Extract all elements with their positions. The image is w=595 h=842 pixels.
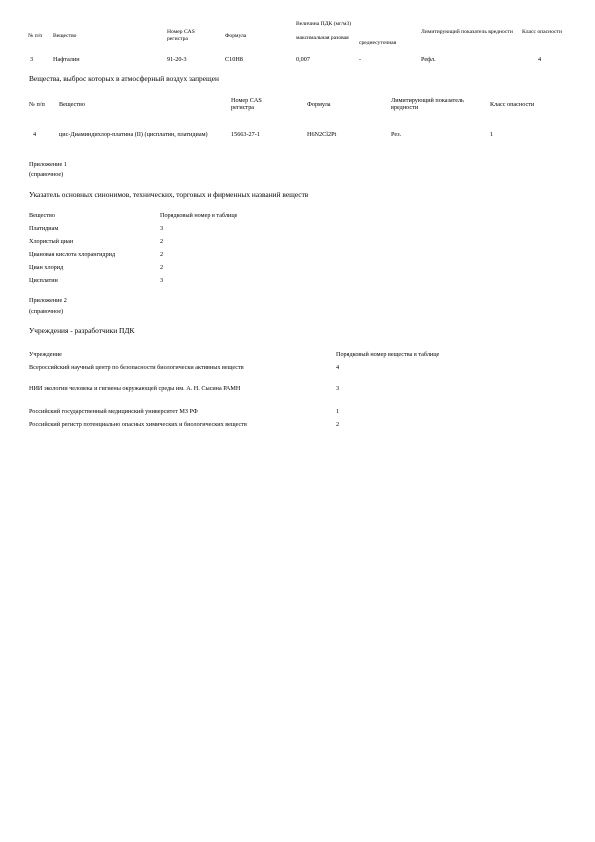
table-2-col-limiting: Лимитирующий показатель вредности xyxy=(391,97,464,112)
row-num: 3 xyxy=(30,56,34,63)
synonym-number: 2 xyxy=(160,238,164,245)
institution-name: НИИ экологии человека и гигиены окружающей среды им. А. Н. Сысина РАМН xyxy=(29,385,241,392)
appendix-title: Приложение 2 xyxy=(29,297,67,304)
table-2-col-num: № п/п xyxy=(29,101,45,108)
table-1-col-hazard: Класс опасности xyxy=(522,29,562,35)
section-heading: Вещества, выброс которых в атмосферный воздух запрещен xyxy=(29,74,219,83)
synonym-name: Хлористый циан xyxy=(29,238,74,245)
synonym-number: 2 xyxy=(160,251,164,258)
col-number: Порядковый номер вещества в таблице xyxy=(336,351,440,358)
row-max-single: 0,007 xyxy=(296,56,310,63)
table-1-col-substance: Вещество xyxy=(53,33,77,39)
synonym-name: Циан хлорид xyxy=(29,264,64,271)
institution-number: 1 xyxy=(336,408,340,415)
table-2-col-formula: Формула xyxy=(307,101,331,108)
appendix-note: (справочное) xyxy=(29,308,64,315)
synonym-name: Платидиам xyxy=(29,225,59,232)
row-substance: Нафталин xyxy=(53,56,80,63)
appendix-heading: Учреждения - разработчики ПДК xyxy=(29,326,135,335)
table-1-col-num: № п/п xyxy=(28,33,43,39)
table-1-col-formula: Формула xyxy=(225,33,247,39)
col-number: Порядковый номер в таблице xyxy=(160,212,238,219)
row-limiting: Рез. xyxy=(391,131,402,138)
row-avg-daily: - xyxy=(359,56,362,63)
institution-name: Российский регистр потенциально опасных химических и биологических веществ xyxy=(29,421,247,428)
col-substance: Вещество xyxy=(29,212,55,219)
table-1-col-cas: Номер CAS регистра xyxy=(167,29,195,42)
row-num: 4 xyxy=(33,131,37,138)
table-1-col-limiting: Лимитирующий показатель вредности xyxy=(421,29,513,35)
synonym-name: Циановая кислота хлорангидрид xyxy=(29,251,116,258)
row-formula: C10H8 xyxy=(225,56,243,63)
synonym-name: Цисплатин xyxy=(29,277,58,284)
table-2-col-substance: Вещество xyxy=(59,101,85,108)
table-2-col-hazard: Класс опасности xyxy=(490,101,535,108)
institution-number: 3 xyxy=(336,385,340,392)
row-hazard: 1 xyxy=(490,131,494,138)
table-1-col-avg-daily: среднесуточная xyxy=(359,40,397,46)
row-cas: 91-20-3 xyxy=(167,56,187,63)
pdk-group-header: Величина ПДК (мг/м3) xyxy=(296,21,352,27)
institution-number: 2 xyxy=(336,421,340,428)
appendix-note: (справочное) xyxy=(29,171,64,178)
synonym-number: 2 xyxy=(160,264,164,271)
row-hazard: 4 xyxy=(538,56,542,63)
appendix-heading: Указатель основных синонимов, технических, торговых и фирменных названий веществ xyxy=(29,190,309,199)
row-formula: H6N2Cl2Pt xyxy=(307,131,337,138)
row-substance: цис-Диаминдихлор-платина (II) (цисплатин, платидиам) xyxy=(59,131,208,138)
col-institution: Учреждение xyxy=(29,351,62,358)
row-limiting: Рефл. xyxy=(421,56,436,63)
synonym-number: 3 xyxy=(160,277,164,284)
appendix-title: Приложение 1 xyxy=(29,161,67,168)
synonym-number: 3 xyxy=(160,225,164,232)
table-2-col-cas: Номер CAS регистра xyxy=(231,97,262,112)
institution-number: 4 xyxy=(336,364,340,371)
row-cas: 15663-27-1 xyxy=(231,131,260,138)
table-1-col-max-single: максимальная разовая xyxy=(296,35,349,41)
institution-name: Всероссийский научный центр по безопасности биологически активных веществ xyxy=(29,364,244,371)
institution-name: Российский государственный медицинский университет МЗ РФ xyxy=(29,408,198,415)
